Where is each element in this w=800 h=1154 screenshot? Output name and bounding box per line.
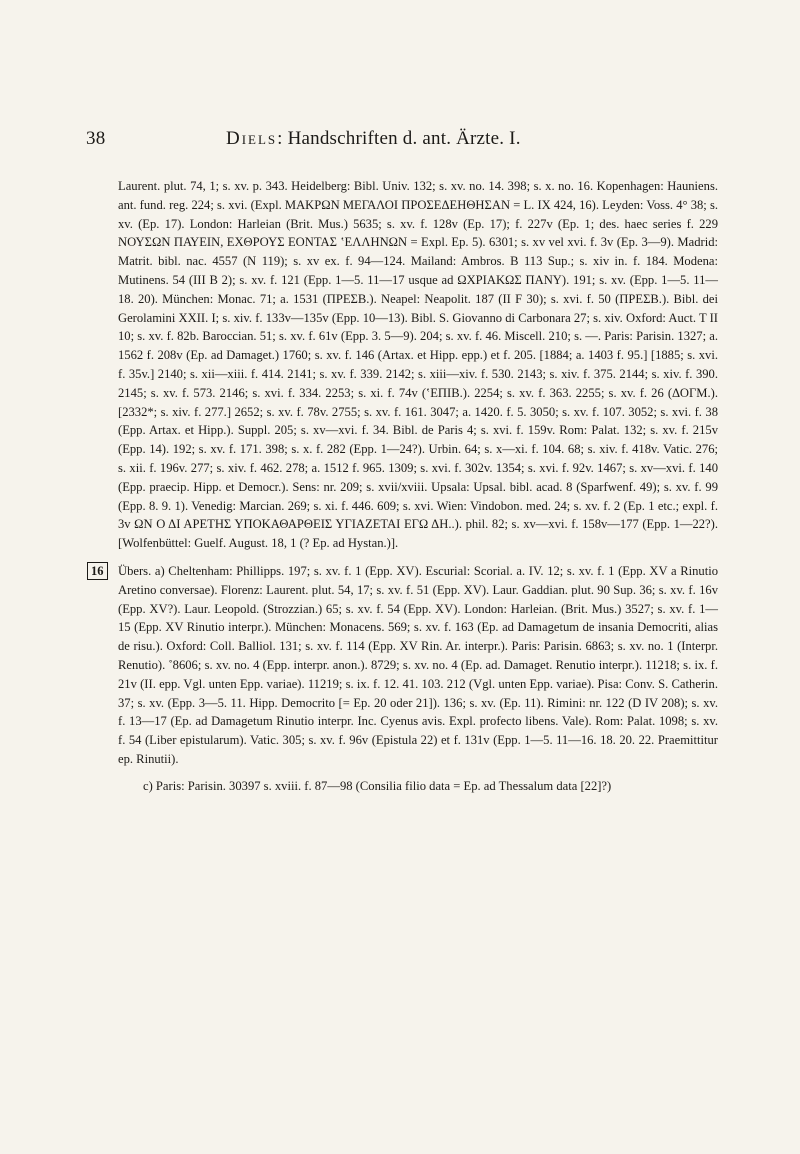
section-c-paragraph: c) Paris: Parisin. 30397 s. xviii. f. 87—98 (Consilia filio data = Ep. ad Thessalum data [22]?): [143, 778, 612, 793]
page-number: 38: [86, 128, 106, 149]
header-title: : Handschriften d. ant. Ärzte. I.: [277, 128, 521, 149]
header-author: Diels: [226, 128, 278, 149]
section-number-box: 16: [87, 562, 108, 580]
section-16-text: Übers. a) Cheltenham: Phillipps. 197; s. xv. f. 1 (Epp. XV). Escurial: Scorial. a. IV. 12; s. xv. f. 1 (Epp. XV a Rinutio Aretino conversae). Florenz: Laurent. plut. 54, 17; s. xv. f. 51 (Epp. XV). Laur. Gaddian. plut. 90 Sup. 36; s. xv. f. 16v (Epp. XV?). Laur. Leopold. (Strozzian.) 65; s. xv. f. 54 (Epp. XV). London: Harleian. (Brit. Mus.) 3527; s. xv. f. 1—15 (Epp. XV Rinutio interpr.). München: Monacens. 569; s. xv. f. 163 (Ep. ad Damagetum de insania Democriti, alias de risu.). Oxford: Coll. Balliol. 131; s. xv. f. 114 (Epp. XV Rin. Ar. interpr.). Paris: Parisin. 6863; s. xv. no. 1 (Interpr. Renutio). ˚8606; s. xv. no. 4 (Epp. interpr. anon.). 8729; s. xv. no. 4 (Ep. ad. Damaget. Renutio interpr.). 11218; s. ix. f. 21v (II. epp. Vgl. unten Epp. variae). 11219; s. ix. f. 12. 41. 103. 212 (Vgl. unten Epp. variae). Pisa: Conv. S. Catherin. 37; s. xv. (Epp. 3—5. 11. Hipp. Democrito [= Ep. 20 oder 21]). 136; s. xv. (Ep. 11). Rimini: nr. 122 (D IV 208); s. xv. f. 13—17 (Ep. ad Damagetum Rinutio interpr. Inc. Cyenus avis. Expl. profecto libens. Vale). Rom: Palat. 1098; s. xv. f. 54 (Liber epistularum). Vatic. 305; s. xv. f. 96v (Epistula 22) et f. 131v (Epp. 1—5. 11—16. 18. 20. 22. Praemittitur ep. Rinutii).: [118, 563, 718, 766]
running-header: [86, 128, 686, 150]
page-body: [91, 177, 718, 796]
manuscript-list-paragraph: Laurent. plut. 74, 1; s. xv. p. 343. Heidelberg: Bibl. Univ. 132; s. xv. no. 14. 398; s. x. no. 16. Kopenhagen: Hauniens. ant. fund. reg. 224; s. xvi. (Expl. ΜΑΚΡΩΝ ΜΕΓΑΛΟΙ ΠΡΟΣΕΔΕΗΘΗΣΑΝ = L. IX 424, 16). Leyden: Voss. 4° 38; s. xv. (Ep. 17). London: Harleian (Brit. Mus.) 5635; s. xv. f. 128v (Ep. 17); f. 227v (Ep. 1; des. haec series f. 229 ΝΟΥΣΩΝ ΠΑΥΕΙΝ, ΕΧΘΡΟΥΣ ΕΟΝΤΑΣ ʽΕΛΛΗΝΩΝ = Expl. Ep. 5). 6301; s. xv vel xvi. f. 3v (Ep. 3—9). Madrid: Matrit. bibl. nac. 4557 (N 119); s. xv ex. f. 94—124. Mailand: Ambros. B 113 Sup.; s. xiv in. f. 184. Modena: Mutinens. 54 (III B 2); s. xv. f. 121 (Epp. 1—5. 11—17 usque ad ΩΧΡΙΑΚΩΣ ΠΑΝΥ). 191; s. xv. (Epp. 1—5. 11—18. 20). München: Monac. 71; a. 1531 (ΠΡΕΣΒ.). Neapel: Neapolit. 187 (II F 30); s. xvi. f. 50 (ΠΡΕΣΒ.). Bibl. dei Gerolamini XXII. I; s. xiv. f. 133v—135v (Epp. 10—13). Bibl. S. Giovanno di Carbonara 27; s. xiv. Oxford: Auct. T II 10; s. xv. f. 82b. Baroccian. 51; s. xv. f. 61v (Epp. 3. 5—9). 204; s. xv. f. 46. Miscell. 210; s. —. Paris: Parisin. 1327; a. 1562 f. 208v (Ep. ad Damaget.) 1760; s. xv. f. 146 (Artax. et Hipp. epp.) et f. 205. [1884; a. 1403 f. 95.] [1885; s. xvi. f. 35v.] 2140; s. xii—xiii. f. 414. 2141; s. xv. f. 339. 2142; s. xiii—xiv. f. 530. 2143; s. xiv. f. 375. 2144; s. xiv. f. 390. 2145; s. xv. f. 573. 2146; s. xvi. f. 334. 2253; s. xi. f. 74v (ʽΕΠΙΒ.). 2254; s. xv. f. 363. 2255; s. xv. f. 26 (ΔΟΓΜ.). [2332*; s. xiv. f. 277.] 2652; s. xv. f. 78v. 2755; s. xv. f. 161. 3047; a. 1420. f. 5. 3050; s. xv. f. 107. 3052; s. xvi. f. 38 (Epp. Artax. et Hipp.). Suppl. 205; s. xv—xvi. f. 34. Bibl. de Paris 4; s. xvi. f. 159v. Rom: Palat. 132; s. xv. f. 215v (Epp. 14). 192; s. xv. f. 171. 398; s. x. f. 282 (Epp. 1—24?). Urbin. 64; s. x—xi. f. 104. 68; s. xiv. f. 418v. Vatic. 276; s. xii. f. 196v. 277; s. xiv. f. 462. 278; a. 1512 f. 965. 1309; s. xvi. f. 302v. 1354; s. xvi. f. 92v. 1467; s. xv—xvi. f. 140 (Epp. praecip. Hipp. et Democr.). Sens: nr. 209; s. xvii/xviii. Upsala: Upsal. bibl. acad. 8 (Sparfwenf. 49); s. xv. f. 99 (Epp. 8. 9. 1). Venedig: Marcian. 269; s. xi. f. 446. 609; s. xvi. Wien: Vindobon. med. 24; s. xv. f. 2 (Ep. 1 etc.; expl. f. 3v ΩΝ Ο ΔΙ ΑΡΕΤΗΣ ΥΠΟΚΑΘΑΡΘΕΙΣ ΥΓΙΑΖΕΤΑΙ ΕΓΩ ΔΗ..). phil. 82; s. xv—xvi. f. 158v—177 (Epp. 1—22?). [Wolfenbüttel: Guelf. August. 18, 1 (? Ep. ad Hystan.)].: [118, 179, 718, 551]
section-16-paragraph: [91, 562, 718, 769]
